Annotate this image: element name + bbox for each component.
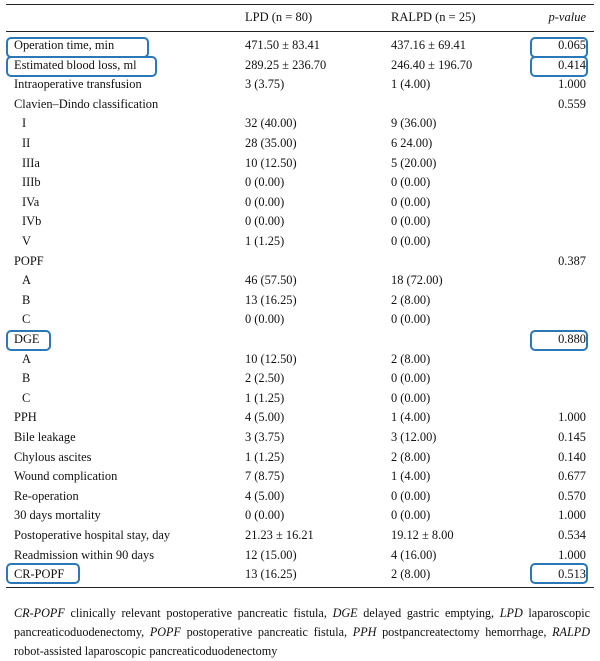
header-rule [6, 31, 594, 32]
row-label: I [22, 116, 27, 131]
cell-lpd: 0 (0.00) [245, 312, 285, 327]
cell-lpd: 10 (12.50) [245, 155, 297, 170]
row-label: II [22, 136, 31, 150]
highlight-blood-loss [6, 56, 157, 77]
cell-ralpd: 2 (8.00) [391, 351, 431, 366]
cell-lpd: 32 (40.00) [245, 116, 297, 131]
cell-lpd: 46 (57.50) [245, 273, 297, 288]
cell-lpd: 12 (15.00) [245, 547, 297, 562]
row-label: Clavien–Dindo classification [14, 96, 159, 111]
cell-p-value: 0.570 [558, 488, 586, 503]
cell-lpd: 28 (35.00) [245, 136, 297, 150]
cell-lpd: 7 (8.75) [245, 469, 285, 484]
table-row [0, 271, 600, 291]
table-row [0, 252, 600, 272]
table-row [0, 389, 600, 409]
header-ralpd: RALPD (n = 25) [391, 10, 476, 24]
highlight-p-cr-popf [530, 563, 588, 584]
cell-lpd: 471.50 ± 83.41 [245, 38, 320, 52]
row-label: IIIa [22, 155, 40, 170]
row-label: Operation time, min [14, 38, 115, 52]
cell-ralpd: 1 (4.00) [391, 410, 431, 425]
cell-lpd: 13 (16.25) [245, 292, 297, 307]
table-row [0, 487, 600, 507]
table-row [0, 369, 600, 389]
cell-p-value: 0.387 [558, 253, 586, 268]
cell-ralpd: 1 (4.00) [391, 77, 431, 92]
cell-p-value: 1.000 [558, 77, 586, 92]
cell-ralpd: 19.12 ± 8.00 [391, 528, 454, 542]
cell-ralpd: 0 (0.00) [391, 488, 431, 503]
cell-p-value: 0.140 [558, 449, 586, 464]
cell-lpd: 1 (1.25) [245, 390, 285, 405]
cell-ralpd: 0 (0.00) [391, 312, 431, 327]
table-row [0, 350, 600, 370]
cell-lpd: 289.25 ± 236.70 [245, 57, 327, 72]
table-row [0, 212, 600, 232]
cell-ralpd: 0 (0.00) [391, 234, 431, 248]
table-row [0, 448, 600, 468]
row-label: CR-POPF [14, 567, 65, 582]
row-label: A [22, 273, 31, 288]
row-label: Readmission within 90 days [14, 547, 155, 562]
row-label: Estimated blood loss, ml [14, 57, 137, 72]
table-row [0, 408, 600, 428]
row-label: IIIb [22, 175, 41, 190]
highlight-cr-popf [6, 563, 80, 584]
row-label: C [22, 390, 31, 405]
row-label: C [22, 312, 31, 327]
row-label: IVb [22, 214, 42, 229]
cell-p-value: 0.880 [558, 332, 586, 346]
row-label: Wound complication [14, 469, 118, 484]
row-label: Bile leakage [14, 430, 76, 444]
highlight-p-dge [530, 330, 588, 351]
highlight-p-operation-time [530, 37, 588, 58]
cell-lpd: 21.23 ± 16.21 [245, 528, 314, 542]
highlight-p-blood-loss [530, 56, 588, 77]
row-label: A [22, 351, 31, 366]
table-row [0, 173, 600, 193]
cell-lpd: 4 (5.00) [245, 488, 285, 503]
cell-ralpd: 2 (8.00) [391, 567, 431, 582]
cell-p-value: 0.145 [558, 430, 586, 444]
cell-ralpd: 246.40 ± 196.70 [391, 57, 473, 72]
row-label: B [22, 371, 31, 386]
header-p-value: p-value [548, 10, 586, 24]
cell-lpd: 0 (0.00) [245, 175, 285, 190]
table-row [0, 232, 600, 252]
cell-ralpd: 0 (0.00) [391, 390, 431, 405]
cell-p-value: 1.000 [558, 410, 586, 425]
row-label: DGE [14, 332, 40, 346]
row-label: Chylous ascites [14, 449, 92, 464]
table-row [0, 114, 600, 134]
cell-p-value: 0.534 [558, 528, 586, 542]
cell-ralpd: 0 (0.00) [391, 371, 431, 386]
highlight-operation-time [6, 37, 149, 58]
table-footnote: CR-POPF clinically relevant postoperative pancreatic fistula, DGE delayed gastric emptying, LPD laparoscopic pancreaticoduodenectomy, POPF postoperative pancreatic fistula, PPH postpancreatectomy hemorrhage, RALPD robot-assisted laparoscopic pancreaticoduodenectomy [14, 606, 591, 658]
cell-lpd: 13 (16.25) [245, 567, 297, 582]
header-lpd: LPD (n = 80) [245, 10, 313, 24]
cell-lpd: 2 (2.50) [245, 371, 285, 386]
row-label: Re-operation [14, 488, 79, 503]
table-row [0, 428, 600, 448]
cell-lpd: 10 (12.50) [245, 351, 297, 366]
table-row [0, 565, 600, 585]
table-row [0, 154, 600, 174]
table-row [0, 193, 600, 213]
cell-p-value: 0.513 [558, 567, 586, 582]
row-label: POPF [14, 253, 44, 268]
cell-lpd: 0 (0.00) [245, 194, 285, 209]
cell-p-value: 0.414 [558, 57, 586, 72]
table-row [0, 330, 600, 350]
bottom-rule [6, 587, 594, 588]
cell-ralpd: 0 (0.00) [391, 508, 431, 523]
cell-ralpd: 2 (8.00) [391, 292, 431, 307]
cell-p-value: 0.559 [558, 96, 586, 111]
cell-lpd: 0 (0.00) [245, 214, 285, 229]
row-label: B [22, 292, 31, 307]
cell-ralpd: 3 (12.00) [391, 430, 437, 444]
table-row [0, 467, 600, 487]
row-label: IVa [22, 194, 40, 209]
row-label: 30 days mortality [14, 508, 101, 523]
table-row [0, 546, 600, 566]
cell-ralpd: 0 (0.00) [391, 175, 431, 190]
cell-p-value: 1.000 [558, 547, 586, 562]
cell-lpd: 4 (5.00) [245, 410, 285, 425]
cell-ralpd: 5 (20.00) [391, 155, 437, 170]
table-row [0, 95, 600, 115]
cell-ralpd: 1 (4.00) [391, 469, 431, 484]
cell-lpd: 3 (3.75) [245, 77, 285, 92]
table-row [0, 506, 600, 526]
table-row [0, 526, 600, 546]
cell-p-value: 0.677 [558, 469, 586, 484]
cell-ralpd: 437.16 ± 69.41 [391, 38, 466, 52]
row-label: V [22, 234, 31, 248]
cell-ralpd: 2 (8.00) [391, 449, 431, 464]
cell-ralpd: 18 (72.00) [391, 273, 443, 288]
cell-p-value: 0.065 [558, 38, 586, 52]
cell-lpd: 3 (3.75) [245, 430, 285, 444]
row-label: Intraoperative transfusion [14, 77, 142, 92]
cell-lpd: 1 (1.25) [245, 449, 285, 464]
row-label: PPH [14, 410, 37, 425]
table-row [0, 310, 600, 330]
cell-lpd: 1 (1.25) [245, 234, 285, 248]
highlight-dge [6, 330, 51, 351]
table-row [0, 75, 600, 95]
cell-ralpd: 9 (36.00) [391, 116, 437, 131]
top-rule [6, 4, 594, 5]
cell-ralpd: 6 24.00) [391, 136, 433, 150]
cell-ralpd: 0 (0.00) [391, 214, 431, 229]
cell-lpd: 0 (0.00) [245, 508, 285, 523]
row-label: Postoperative hospital stay, day [14, 528, 171, 542]
cell-ralpd: 4 (16.00) [391, 547, 437, 562]
cell-ralpd: 0 (0.00) [391, 194, 431, 209]
table-row [0, 291, 600, 311]
cell-p-value: 1.000 [558, 508, 586, 523]
table-row [0, 134, 600, 154]
